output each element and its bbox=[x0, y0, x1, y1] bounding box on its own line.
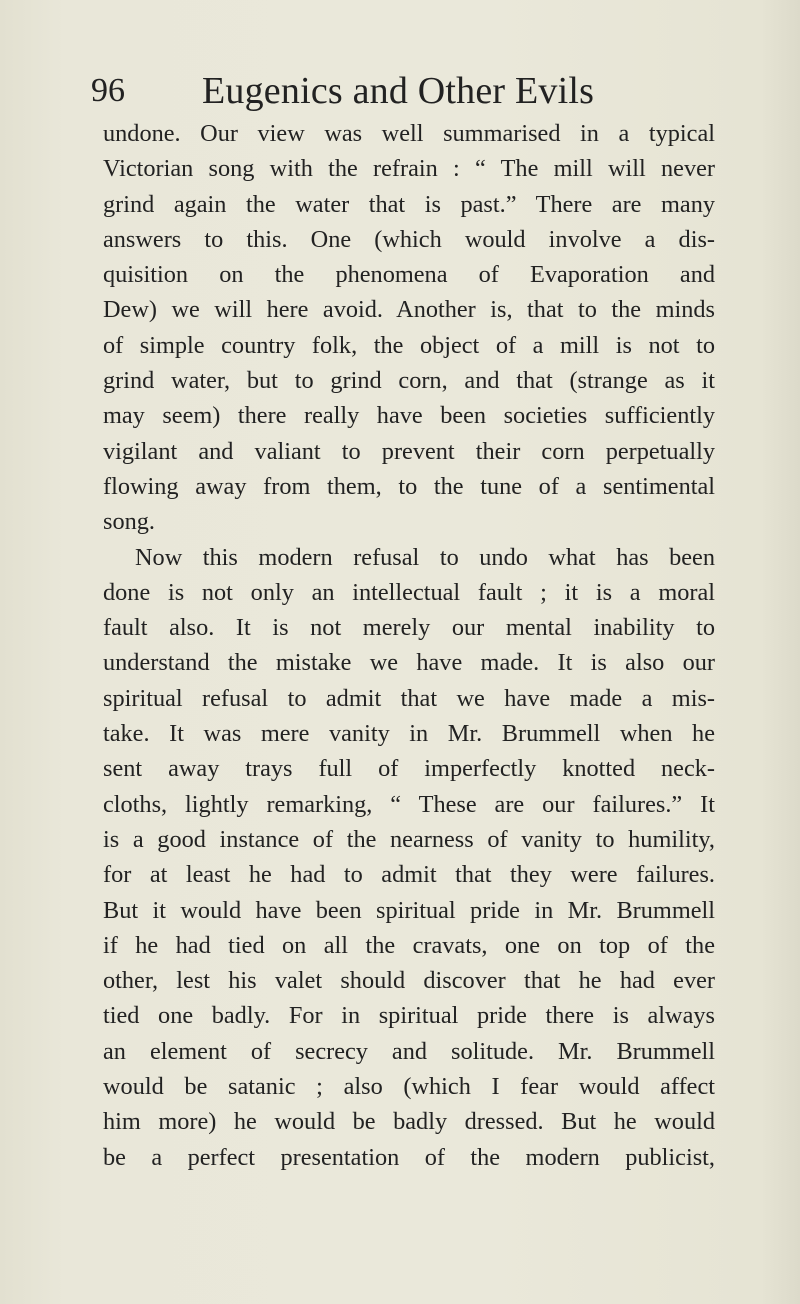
text-line: vigilant and valiant to prevent their corn perpetually bbox=[103, 437, 715, 465]
text-line: cloths, lightly remarking, “ These are our failures.” It bbox=[103, 790, 715, 818]
text-line: Victorian song with the refrain : “ The mill will never bbox=[103, 155, 715, 183]
text-line: grind again the water that is past.” There are many bbox=[103, 190, 715, 218]
text-line: him more) he would be badly dressed. But he would bbox=[103, 1108, 715, 1136]
text-line: done is not only an intellectual fault ; it is a moral bbox=[103, 578, 715, 606]
text-line: understand the mistake we have made. It is also our bbox=[103, 649, 715, 677]
text-line: grind water, but to grind corn, and that (strange as it bbox=[103, 367, 715, 395]
text-line: Now this modern refusal to undo what has been bbox=[135, 543, 715, 571]
text-line: tied one badly. For in spiritual pride there is always bbox=[103, 1002, 715, 1030]
text-line: spiritual refusal to admit that we have made a mis- bbox=[103, 684, 715, 712]
page-number: 96 bbox=[91, 72, 125, 109]
text-line: is a good instance of the nearness of vanity to humility, bbox=[103, 825, 715, 853]
text-line: answers to this. One (which would involve a dis- bbox=[103, 225, 715, 253]
running-title: Eugenics and Other Evils bbox=[202, 70, 595, 112]
text-line: song. bbox=[103, 508, 155, 536]
text-line: quisition on the phenomena of Evaporation and bbox=[103, 261, 715, 289]
text-line: if he had tied on all the cravats, one on top of the bbox=[103, 931, 715, 959]
text-line: take. It was mere vanity in Mr. Brummell when he bbox=[103, 720, 715, 748]
text-line: would be satanic ; also (which I fear would affect bbox=[103, 1073, 715, 1101]
page-header bbox=[91, 66, 711, 116]
text-line: other, lest his valet should discover that he had ever bbox=[103, 967, 715, 995]
text-line: undone. Our view was well summarised in a typical bbox=[103, 120, 715, 147]
text-line: sent away trays full of imperfectly knotted neck- bbox=[103, 755, 715, 783]
text-line: an element of secrecy and solitude. Mr. Brummell bbox=[103, 1037, 715, 1065]
text-line: But it would have been spiritual pride in Mr. Brummell bbox=[103, 896, 715, 924]
text-line: flowing away from them, to the tune of a sentimental bbox=[103, 472, 715, 500]
text-line: Dew) we will here avoid. Another is, that to the minds bbox=[103, 296, 715, 324]
body-text bbox=[103, 116, 715, 1175]
text-line: may seem) there really have been societies sufficiently bbox=[103, 402, 715, 430]
text-line: fault also. It is not merely our mental inability to bbox=[103, 614, 715, 642]
text-line: be a perfect presentation of the modern publicist, bbox=[103, 1143, 715, 1171]
text-line: of simple country folk, the object of a mill is not to bbox=[103, 331, 715, 359]
text-line: for at least he had to admit that they were failures. bbox=[103, 861, 715, 889]
